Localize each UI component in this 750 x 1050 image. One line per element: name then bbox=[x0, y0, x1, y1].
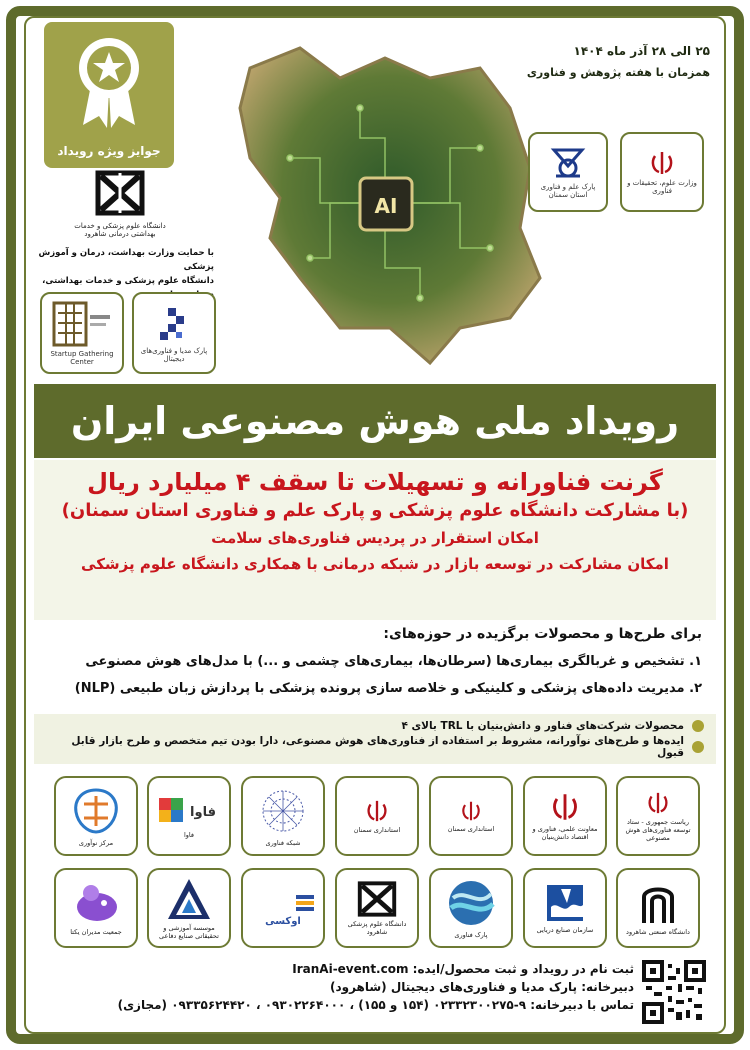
contact-line: تماس با دبیرخانه: ۹-۰۲۳۳۲۳۰۰۲۷۵ (۱۵۴ و ۱۵۵) ، ۰۹۳۰۲۲۶۴۰۰۰ ، ۰۹۳۳۵۶۲۴۴۲۰ (مجازی) bbox=[117, 998, 634, 1012]
secretariat-line: دبیرخانه: پارک مدیا و فناوری‌های دیجیتال (شاهرود) bbox=[329, 980, 634, 994]
defense-institute-icon bbox=[164, 877, 214, 921]
grant-title: گرنت فناورانه و تسهیلات تا سقف ۴ میلیارد ریال bbox=[87, 468, 663, 496]
fava-logo-icon bbox=[157, 794, 221, 828]
partner-caption: پارک فناوری bbox=[454, 930, 488, 939]
registration-line[interactable]: ثبت نام در رویداد و ثبت محصول/ایده: IranAi-event.com bbox=[292, 962, 634, 976]
partner-logo bbox=[54, 776, 138, 856]
oxy-logo-icon bbox=[248, 891, 318, 915]
partner-logo bbox=[523, 868, 607, 948]
focus-area-2: ۲. مدیریت داده‌های پزشکی و کلینیکی و خلاصه سازی پرونده پزشکی با پردازش زبان طبیعی (NLP) bbox=[74, 681, 702, 696]
award-ribbon-icon bbox=[69, 30, 149, 130]
partner-logo bbox=[335, 868, 419, 948]
technology-park-icon bbox=[443, 878, 499, 928]
partner-caption: استانداری سمنان bbox=[353, 825, 401, 834]
grant-benefit-1: امکان استقرار در پردیس فناوری‌های سلامت bbox=[211, 529, 539, 547]
science-park-caption: پارک علم و فناوری استان سمنان bbox=[540, 182, 596, 199]
iran-emblem-icon bbox=[649, 150, 675, 176]
svg-text:فاوا: فاوا bbox=[190, 804, 216, 820]
iran-emblem-icon bbox=[365, 799, 389, 823]
event-date-block bbox=[490, 44, 710, 79]
grant-partners: (با مشارکت دانشگاه علوم پزشکی و پارک علم و فناوری استان سمنان) bbox=[61, 500, 689, 521]
focus-areas bbox=[34, 622, 716, 718]
bullet-dot-icon bbox=[692, 741, 704, 753]
bullet-dot-icon bbox=[692, 720, 704, 732]
managers-society-icon bbox=[71, 881, 121, 925]
ministry-science-logo bbox=[620, 132, 704, 212]
partner-logo bbox=[616, 776, 700, 856]
qr-code-icon[interactable] bbox=[642, 960, 706, 1024]
partner-caption: دانشگاه علوم پزشکی شاهرود bbox=[347, 919, 407, 936]
iran-emblem-icon bbox=[550, 792, 580, 822]
partner-logo bbox=[335, 776, 419, 856]
startup-center-icon bbox=[52, 301, 112, 347]
footer-contact bbox=[34, 958, 716, 1030]
partner-caption: شبکه فناوری bbox=[265, 838, 301, 847]
eligibility-2: ایده‌ها و طرح‌های نوآورانه، مشروط بر استفاده از فناوری‌های هوش مصنوعی، دارا بودن تیم متخصص و طرح بازار قابل قبول bbox=[71, 735, 684, 759]
iran-ai-map bbox=[210, 28, 560, 383]
event-title-band bbox=[34, 384, 716, 458]
partner-caption: مرکز نوآوری bbox=[78, 838, 114, 847]
partner-logo bbox=[429, 868, 513, 948]
partner-logo bbox=[147, 868, 231, 948]
grant-benefit-2: امکان مشارکت در توسعه بازار در شبکه درمانی با همکاری دانشگاه علوم پزشکی bbox=[81, 555, 669, 573]
list-item bbox=[46, 735, 704, 759]
ai-chip-label: AI bbox=[374, 194, 398, 218]
partner-caption: جمعیت مدیران یکتا bbox=[70, 927, 122, 936]
event-date: ۲۵ الی ۲۸ آذر ماه ۱۴۰۴ bbox=[573, 44, 710, 58]
award-label: جوایز ویژه رویداد bbox=[57, 144, 161, 158]
partner-logo bbox=[147, 776, 231, 856]
science-park-logo bbox=[528, 132, 608, 212]
award-badge bbox=[44, 22, 174, 168]
iran-map-illustration bbox=[210, 28, 560, 383]
grant-section bbox=[34, 460, 716, 620]
partner-caption: معاونت علمی، فناوری و اقتصاد دانش‌بنیان bbox=[532, 824, 598, 841]
partner-logo bbox=[54, 868, 138, 948]
university-logo bbox=[70, 170, 170, 244]
partner-caption: موسسه آموزشی و تحقیقاتی صنایع دفاعی bbox=[159, 923, 219, 940]
startup-center-caption: Startup Gathering Center bbox=[50, 349, 114, 366]
innovation-center-icon bbox=[70, 786, 122, 836]
eligibility-list bbox=[34, 714, 716, 764]
event-title: رویداد ملی هوش مصنوعی ایران bbox=[70, 399, 680, 443]
media-park-caption: پارک مدیا و فناوری‌های دیجیتال bbox=[140, 346, 208, 363]
media-park-icon bbox=[154, 304, 194, 344]
ministry-science-caption: وزارت علوم، تحقیقات و فناوری bbox=[627, 178, 697, 195]
marine-industries-icon bbox=[543, 883, 587, 923]
media-park-logo bbox=[132, 292, 216, 374]
iran-emblem-icon bbox=[646, 791, 670, 815]
partner-logo bbox=[241, 776, 325, 856]
iran-emblem-icon bbox=[460, 800, 482, 822]
support-line-2: دانشگاه علوم پزشکی و خدمات بهداشتی، bbox=[42, 276, 214, 286]
event-concurrent: همزمان با هفته پژوهش و فناوری bbox=[526, 66, 710, 79]
partner-caption: فاوا bbox=[183, 830, 195, 839]
partner-logo bbox=[429, 776, 513, 856]
support-line-1: با حمایت وزارت بهداشت، درمان و آموزش پزشکی bbox=[38, 248, 214, 272]
partner-caption: دانشگاه صنعتی شاهرود bbox=[626, 927, 690, 936]
focus-areas-heading: برای طرح‌ها و محصولات برگزیده در حوزه‌های: bbox=[383, 626, 702, 642]
partner-caption: استانداری سمنان bbox=[447, 824, 495, 833]
partner-logo bbox=[616, 868, 700, 948]
university-logo-caption: دانشگاه علوم پزشکی و خدمات بهداشتی درمانی شاهرود bbox=[74, 222, 166, 238]
network-globe-icon bbox=[258, 786, 308, 836]
startup-center-logo bbox=[40, 292, 124, 374]
university-arch-icon bbox=[638, 881, 678, 925]
partner-caption: سازمان صنایع دریایی bbox=[536, 925, 594, 934]
partner-caption: اوکسی bbox=[265, 915, 301, 927]
university-emblem-icon bbox=[95, 170, 145, 216]
eligibility-1: محصولات شرکت‌های فناور و دانش‌بنیان با TRL بالای ۴ bbox=[401, 720, 684, 732]
list-item bbox=[46, 720, 704, 732]
partner-logo bbox=[241, 868, 325, 948]
partner-logo bbox=[523, 776, 607, 856]
university-emblem-icon bbox=[357, 881, 397, 917]
partner-caption: ریاست جمهوری - ستاد توسعه فناوری‌های هوش مصنوعی bbox=[625, 817, 691, 842]
focus-area-1: ۱. تشخیص و غربالگری بیماری‌ها (سرطان‌ها، بیماری‌های چشمی و ...) با مدل‌های هوش مصنوعی bbox=[85, 654, 702, 669]
science-park-icon bbox=[548, 146, 588, 180]
